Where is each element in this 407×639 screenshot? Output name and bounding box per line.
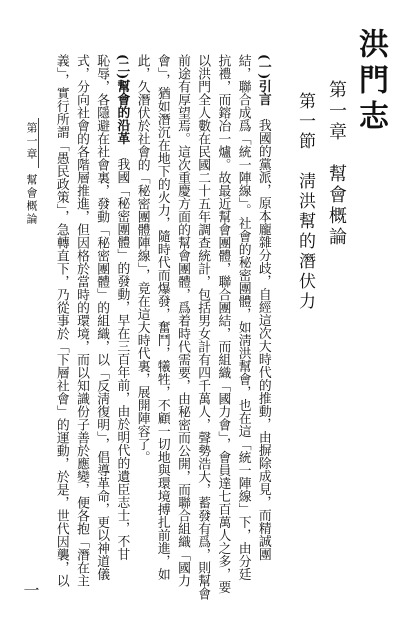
text-column — [216, 54, 229, 614]
spacer — [114, 145, 129, 158]
margin-rule — [38, 118, 39, 168]
text-column — [175, 54, 188, 614]
text-column — [54, 54, 67, 614]
text-line: 前途有厚望焉。這次重慶方面的幫會團體，爲着時代需要，由秘密而公開，而聯合組織「國力 — [174, 54, 190, 587]
text-line: 結，聯合成爲「統一陣線」。社會的秘密團體，如淸洪幫會，也在這「統一陣線」下，由分廷 — [235, 54, 251, 581]
text-line: 會」，猶如潛沉在地下的火力，隨時代而爆發，奮鬥，犧牲，不顧一切地與環境搏扎前進，如 — [154, 54, 170, 581]
book-title: 洪門志 — [353, 28, 388, 136]
text-column — [74, 54, 87, 614]
subsection-heading: (二)幫會的沿革 — [114, 54, 130, 145]
text-column — [155, 54, 168, 614]
text-column — [94, 54, 110, 614]
text-line: 恥辱，各隱避在社會裏，發動「秘密團體」的組織，以「反淸復明」，倡導革命，更以神道儀 — [94, 54, 110, 581]
text-line: 抗禮，而鎔冶一爐。故最近幫會團體，聯合團結，而組織「國力會」，會員達七百萬人之多，要 — [215, 54, 231, 594]
text-line: 式，分向社會的各階層推進，但因格於當時的環境，而以知識份子善於應變，便各抱「潛在主 — [73, 54, 89, 587]
chapter-heading: 第一章 幫會概論 — [326, 80, 347, 248]
text-line: 我國「秘密團體」的發動，早在三百年前，由於明代的遺臣志士，不甘 — [114, 157, 130, 561]
text-column — [135, 54, 148, 614]
subsection-heading: (一)引言 — [255, 54, 271, 106]
text-line: 以洪門全人數在民國二十五年調查統計，包括男女計有四千萬人，聲勢浩大，蓄發有爲，則幫會 — [195, 54, 211, 600]
running-head: 第一章 幫會概論 — [25, 122, 38, 226]
page-number: 一 — [21, 582, 40, 598]
text-column — [115, 54, 128, 614]
text-column — [195, 54, 211, 614]
section-heading: 第一節 淸洪幫的潛伏力 — [295, 92, 315, 312]
text-column — [236, 54, 249, 614]
text-line: 我國的黨派，原本龐雜分歧，自經這次大時代的推動，由摒除成見，而精誠團 — [255, 118, 271, 561]
text-column — [256, 54, 269, 614]
text-line: 義」，實行所謂「愚民政策」，急轉直下，乃從事於「下層社會」的運動，於是，世代因襲，以 — [53, 54, 69, 588]
spacer — [256, 106, 271, 119]
text-line: 此，久潛伏於社會的「秘密團體陣線」，竟在這大時代裏，展開陣容了。 — [134, 54, 150, 464]
